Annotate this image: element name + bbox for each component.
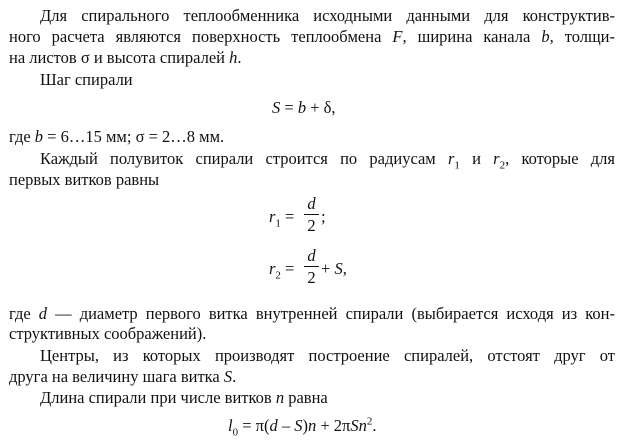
var-r: r [447, 149, 455, 168]
text-span: первых витков равны [9, 170, 160, 189]
equals-sign: = [280, 98, 298, 117]
var-S: S [334, 259, 343, 278]
var-S: S [223, 367, 233, 386]
text-span: , толщи- [549, 27, 615, 46]
var-Sn: Sn [350, 416, 367, 435]
var-F: F [392, 27, 403, 46]
text-span: . [237, 48, 242, 67]
formula-r2-tail [321, 259, 347, 279]
equals-pi-paren: = π( [238, 416, 270, 435]
var-r: r [269, 207, 276, 226]
var-h: h [229, 48, 238, 67]
text-span: — диаметр первого витка внутренней спирали (выбирается исходя из кон- [47, 304, 615, 323]
formula-step [272, 98, 336, 118]
paragraph-1-line-3 [9, 48, 241, 68]
denominator: 2 [307, 216, 316, 235]
subscript: 1 [454, 159, 460, 172]
paragraph-6-line-2 [9, 367, 236, 387]
semicolon: ; [321, 207, 326, 226]
paragraph-6-line-1 [40, 346, 615, 366]
plus-delta: + δ, [306, 98, 336, 117]
text-span: Центры, из которых производят построение спиралей, отстоят друг от [40, 346, 615, 365]
var-S: S [294, 416, 303, 435]
subscript: 1 [275, 217, 281, 230]
text-span: Каждый полувиток спирали строится по радиусам [40, 149, 448, 168]
formula-l0 [228, 415, 377, 439]
text-span: друга на величину шага витка [9, 367, 224, 386]
text-span: где [9, 304, 39, 323]
text-span: ного расчета являются поверхность теплообмена [9, 27, 393, 46]
close-paren: ) [302, 416, 308, 435]
fraction-d-over-2 [304, 194, 319, 235]
text-span: равна [284, 388, 328, 407]
var-r: r [493, 149, 500, 168]
text-span: = 6…15 мм; σ = 2…8 мм. [43, 127, 225, 146]
subscript: 0 [232, 426, 239, 439]
text-span: Длина спирали при числе витков [40, 388, 276, 407]
numerator: d [307, 246, 316, 265]
text-span: , ширина канала [402, 27, 542, 46]
var-S: S [272, 98, 281, 117]
formula-r1-lhs [269, 207, 295, 230]
text-span: на листов σ и высота спиралей [9, 48, 230, 67]
var-d: d [38, 304, 48, 323]
var-l: l [228, 416, 233, 435]
formula-r1-tail [321, 207, 326, 227]
text-span: Для спирального теплообменника исходными данными для конструктив- [40, 6, 615, 25]
text-span: и [459, 149, 494, 168]
subscript: 2 [275, 269, 281, 282]
paragraph-1-line-1 [40, 6, 615, 26]
var-b: b [541, 27, 550, 46]
paragraph-5-line-1 [9, 304, 615, 324]
paragraph-5-line-2 [9, 324, 206, 344]
text-span: где [9, 127, 35, 146]
equals-sign: = [280, 259, 295, 278]
plus-sign: + [321, 259, 335, 278]
var-r: r [269, 259, 276, 278]
plus-2pi: + 2π [316, 416, 351, 435]
text-span: . [232, 367, 237, 386]
text-span: Шаг спирали [40, 70, 133, 89]
subscript: 2 [499, 159, 506, 172]
var-b: b [34, 127, 44, 146]
text-span: , которые для [505, 149, 615, 168]
paragraph-3 [9, 127, 224, 147]
fraction-d-over-2 [304, 246, 319, 287]
text-span: структивных соображений). [9, 324, 207, 343]
formula-r2-lhs [269, 259, 295, 282]
paragraph-1-line-2 [9, 27, 615, 47]
var-d: d [269, 416, 278, 435]
superscript: 2 [366, 415, 373, 428]
paragraph-4-line-1 [40, 149, 615, 172]
paragraph-4-line-2 [9, 170, 159, 190]
fraction-bar [304, 214, 319, 215]
paragraph-2 [40, 70, 133, 90]
period: . [372, 416, 377, 435]
paragraph-7 [40, 388, 328, 408]
numerator: d [307, 194, 316, 213]
denominator: 2 [307, 268, 316, 287]
var-b: b [297, 98, 307, 117]
minus-sign: – [277, 416, 295, 435]
var-n: n [307, 416, 317, 435]
comma: , [342, 259, 347, 278]
var-n: n [275, 388, 285, 407]
fraction-bar [304, 266, 319, 267]
equals-sign: = [280, 207, 295, 226]
